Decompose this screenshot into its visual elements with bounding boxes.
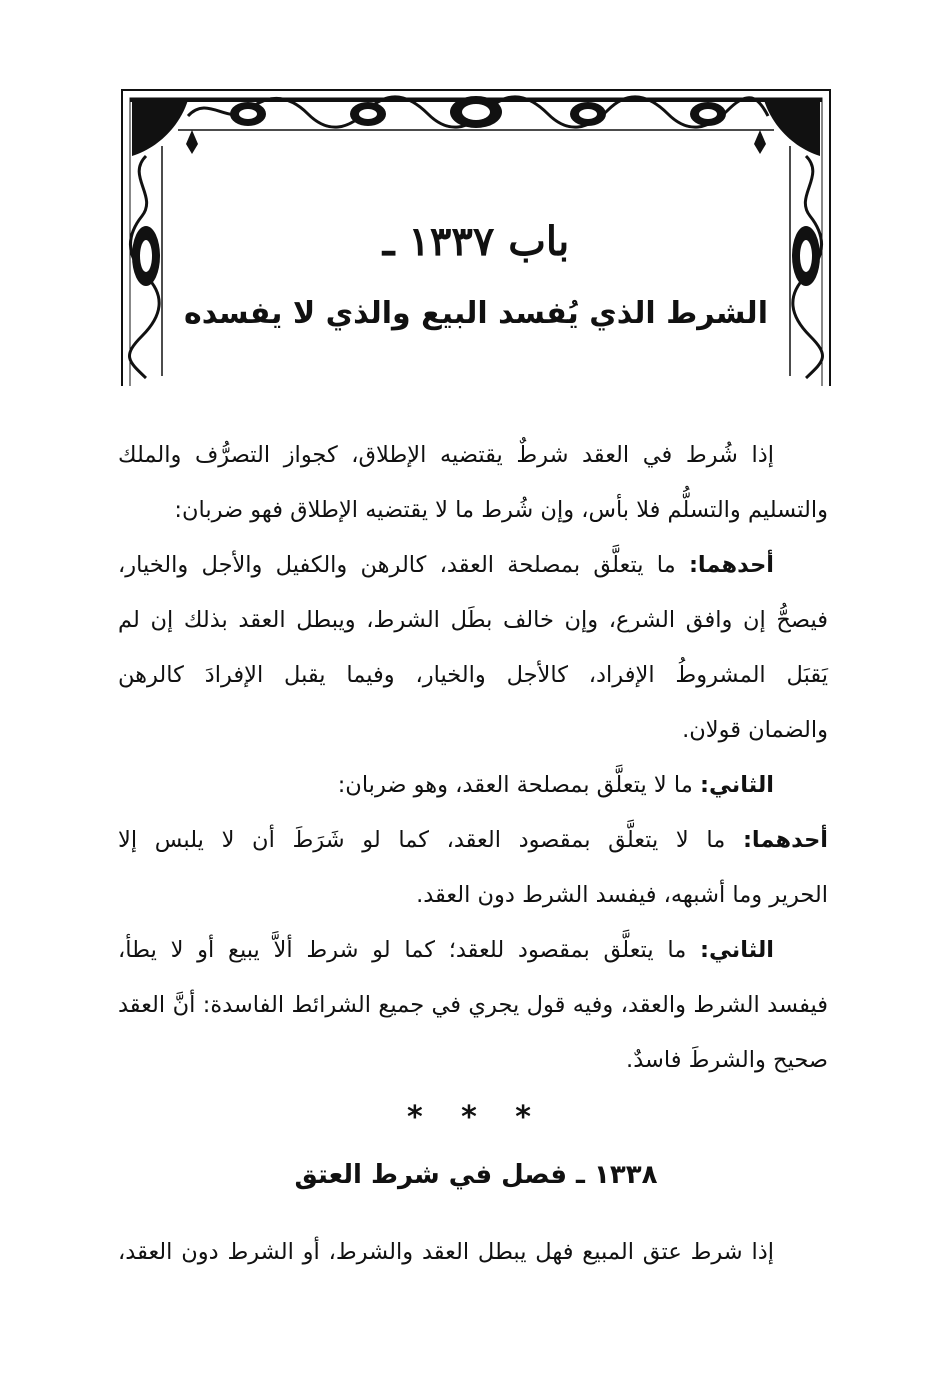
text-line: أحدهما: ما لا يتعلَّق بمقصود العقد، كما لو شَرَطَ أن لا يلبس إلا: [118, 827, 828, 853]
chapter-title: باب ١٣٣٧ ـ: [382, 218, 570, 265]
paragraph-label: أحدهما:: [742, 827, 828, 853]
text-line: الثاني: ما لا يتعلَّق بمصلحة العقد، وهو ضربان:: [337, 772, 774, 798]
text-line: فيصحُّ إن وافق الشرع، وإن خالف بطَل الشرط، ويبطل العقد بذلك إن لم: [118, 607, 828, 633]
paragraph-label: الثاني:: [699, 937, 774, 963]
text-line: إذا شُرط في العقد شرطٌ يقتضيه الإطلاق، كجواز التصرُّف والملك: [118, 442, 774, 468]
text-line: يَقبَل المشروطُ الإفراد، كالأجل والخيار، وفيما يقبل الإفرادَ كالرهن: [118, 662, 828, 688]
main-text: [118, 428, 828, 1088]
text-line: والضمان قولان.: [682, 717, 828, 743]
text-line: فيفسد الشرط والعقد، وفيه قول يجري في جميع الشرائط الفاسدة: أنَّ العقد: [118, 992, 828, 1018]
text-line: الثاني: ما يتعلَّق بمقصود للعقد؛ كما لو شرط ألاَّ يبيع أو لا يطأ،: [118, 937, 774, 963]
text-line: والتسليم والتسلُّم فلا بأس، وإن شُرط ما لا يقتضيه الإطلاق فهو ضربان:: [174, 497, 828, 523]
section-text: [118, 1225, 828, 1280]
section-heading: ١٣٣٨ ـ فصل في شرط العتق: [294, 1160, 658, 1190]
chapter-subtitle: الشرط الذي يُفسد البيع والذي لا يفسده: [184, 296, 768, 331]
paragraph-label: الثاني:: [699, 772, 774, 798]
text-line: الحرير وما أشبهه، فيفسد الشرط دون العقد.: [416, 882, 828, 908]
text-line: أحدهما: ما يتعلَّق بمصلحة العقد، كالرهن والكفيل والأجل والخيار،: [118, 552, 774, 578]
text-line: إذا شرط عتق المبيع فهل يبطل العقد والشرط، أو الشرط دون العقد،: [118, 1239, 774, 1265]
text-line: صحيح والشرطَ فاسدٌ.: [626, 1047, 828, 1073]
paragraph-label: أحدهما:: [688, 552, 774, 578]
section-separator: * * *: [407, 1100, 545, 1135]
